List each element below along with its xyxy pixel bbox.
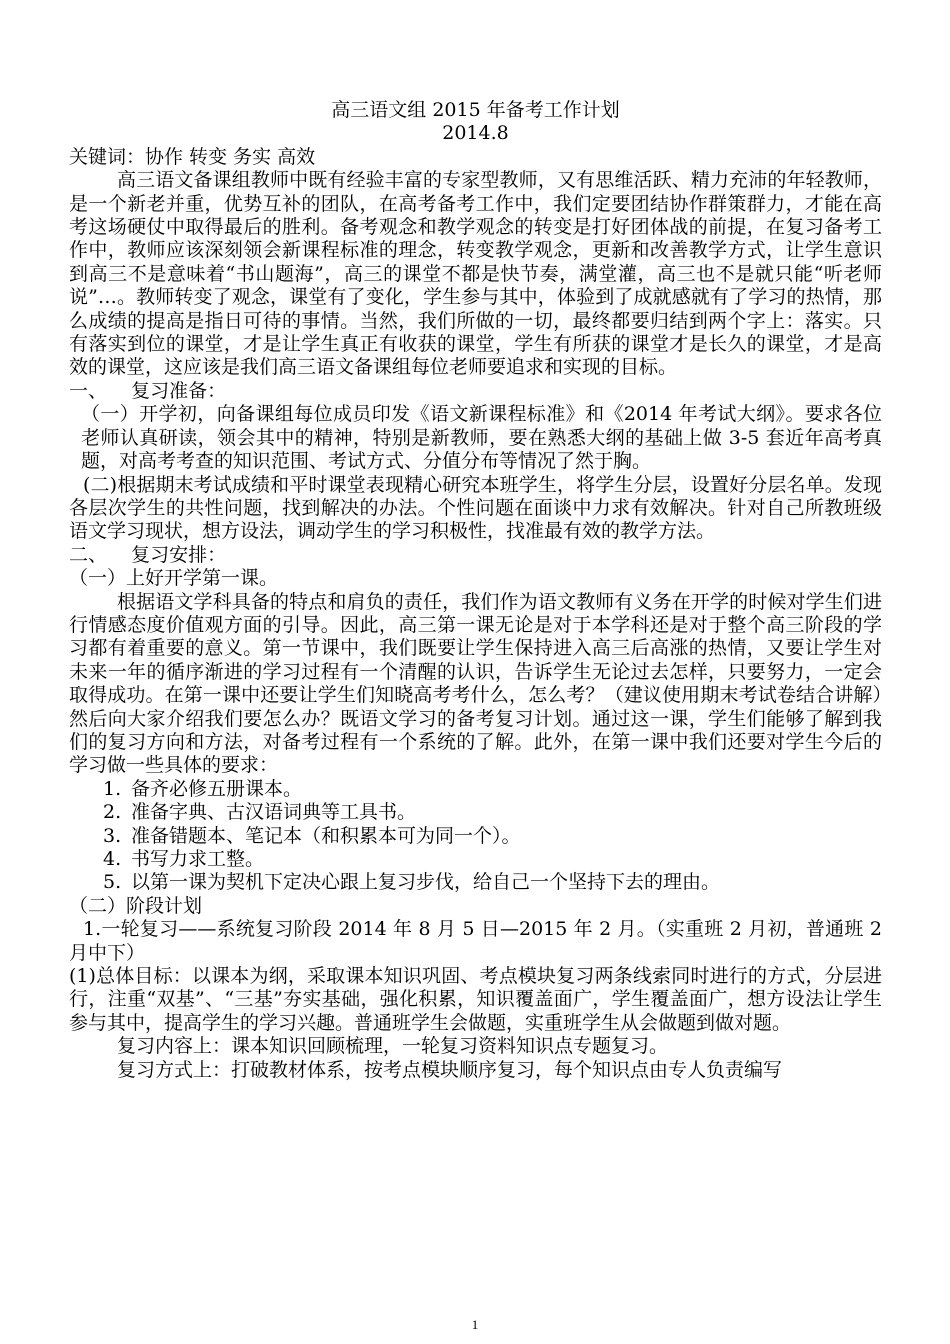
list-item-text: 以第一课为契机下定决心跟上复习步伐，给自己一个坚持下去的理由。 [131, 871, 721, 894]
preparation-item-1: （一）开学初，向备课组每位成员印发《语文新课程标准》和《2014 年考试大纲》。要求各位老师认真研读，领会其中的精神，特别是新教师，要在熟悉大纲的基础上做 3-5 套近年高考真题，对高考考查的知识范围、考试方式、分值分布等情况了然于胸。 [81, 403, 882, 473]
review-method-line: 复习方式上：打破教材体系，按考点模块顺序复习，每个知识点由专人负责编写 [117, 1058, 783, 1081]
list-item-text: 书写力求工整。 [131, 848, 265, 870]
first-lesson-paragraph: 根据语文学科具备的特点和肩负的责任，我们作为语文教师有义务在开学的时候对学生们进行情感态度价值观方面的引导。因此，高三第一课无论是对于本学科还是对于整个高三阶段的学习都有着重要的意义。第一节课中，我们既要让学生保持进入高三后高涨的热情，又要让学生对未来一年的循序渐进的学习过程有一个清醒的认识，告诉学生无论过去怎样，只要努力，一定会取得成功。在第一课中还要让学生们知晓高考考什么，怎么考？（建议使用期末考试卷结合讲解）然后向大家介绍我们要怎么办？既语文学习的备考复习计划。通过这一课，学生们能够了解到我们的复习方向和方法，对备考过程有一个系统的了解。此外，在第一课中我们还要对学生今后的学习做一些具体的要求： [69, 590, 882, 777]
list-item-number: 4. [103, 848, 122, 870]
list-item-number: 5. [103, 871, 122, 894]
requirements-list [69, 778, 882, 895]
subsection-heading-phase-plan: （二）阶段计划 [69, 894, 203, 917]
page-number: 1 [471, 1317, 479, 1332]
list-item-number: 1. [103, 777, 122, 800]
review-content-line: 复习内容上：课本知识回顾梳理，一轮复习资料知识点专题复习。 [117, 1035, 669, 1058]
list-item [69, 871, 882, 894]
document-title: 高三语文组 2015 年备考工作计划 [331, 99, 620, 121]
list-item-text: 准备字典、古汉语词典等工具书。 [131, 801, 417, 824]
section-heading-arrangement: 二、 复习安排： [69, 543, 227, 566]
list-item-text: 准备错题本、笔记本（和积累本可为同一个）。 [131, 824, 521, 847]
list-item [69, 825, 882, 848]
list-item [69, 801, 882, 824]
subsection-heading-first-lesson: （一）上好开学第一课。 [69, 567, 279, 590]
list-item [69, 848, 882, 871]
document-body [69, 99, 882, 1082]
intro-paragraph: 高三语文备课组教师中既有经验丰富的专家型教师，又有思维活跃、精力充沛的年轻教师，是一个新老并重，优势互补的团队，在高考备考工作中，我们定要团结协作群策群力，才能在高考这场硬仗中取得最后的胜利。备考观念和教学观念的转变是打好团体战的前提，在复习备考工作中，教师应该深刻领会新课程标准的理念，转变教学观念，更新和改善教学方式，让学生意识到高三不是意味着“书山题海”，高三的课堂不都是快节奏，满堂灌，高三也不是就只能“听老师说”…。教师转变了观念，课堂有了变化，学生参与其中，体验到了成就感就有了学习的热情，那么成绩的提高是指日可待的事情。当然，我们所做的一切，最终都要归结到两个字上：落实。只有落实到位的课堂，才是让学生真正有收获的课堂，学生有所获的课堂才是长久的课堂，才是高效的课堂，这应该是我们高三语文备课组每位老师要追求和实现的目标。 [69, 169, 882, 379]
goal-paragraph: (1)总体目标：以课本为纲，采取课本知识巩固、考点模块复习两条线索同时进行的方式，分层进行，注重“双基”、“三基”夯实基础，强化积累，知识覆盖面广，学生覆盖面广，想方设法让学生参与其中，提高学生的学习兴趣。普通班学生会做题，实重班学生从会做题到做对题。 [69, 965, 882, 1034]
list-item-number: 3. [103, 824, 122, 847]
list-item-text: 备齐必修五册课本。 [131, 777, 303, 800]
list-item-number: 2. [103, 801, 122, 824]
document-date: 2014.8 [442, 122, 509, 145]
preparation-item-2: (二)根据期末考试成绩和平时课堂表现精心研究本班学生，将学生分层，设置好分层名单。发现各层次学生的共性问题，找到解决的办法。个性问题在面谈中力求有效解决。针对自己所教班级语文学习现状，想方设法，调动学生的学习积极性，找准最有效的教学方法。 [69, 473, 882, 543]
section-heading-preparation: 一、 复习准备： [69, 379, 227, 402]
phase-1-paragraph: 1.一轮复习——系统复习阶段 2014 年 8 月 5 日—2015 年 2 月。（实重班 2 月初，普通班 2 月中下） [69, 918, 882, 964]
keywords-line: 关键词：协作 转变 务实 高效 [69, 145, 316, 168]
list-item [69, 778, 882, 801]
